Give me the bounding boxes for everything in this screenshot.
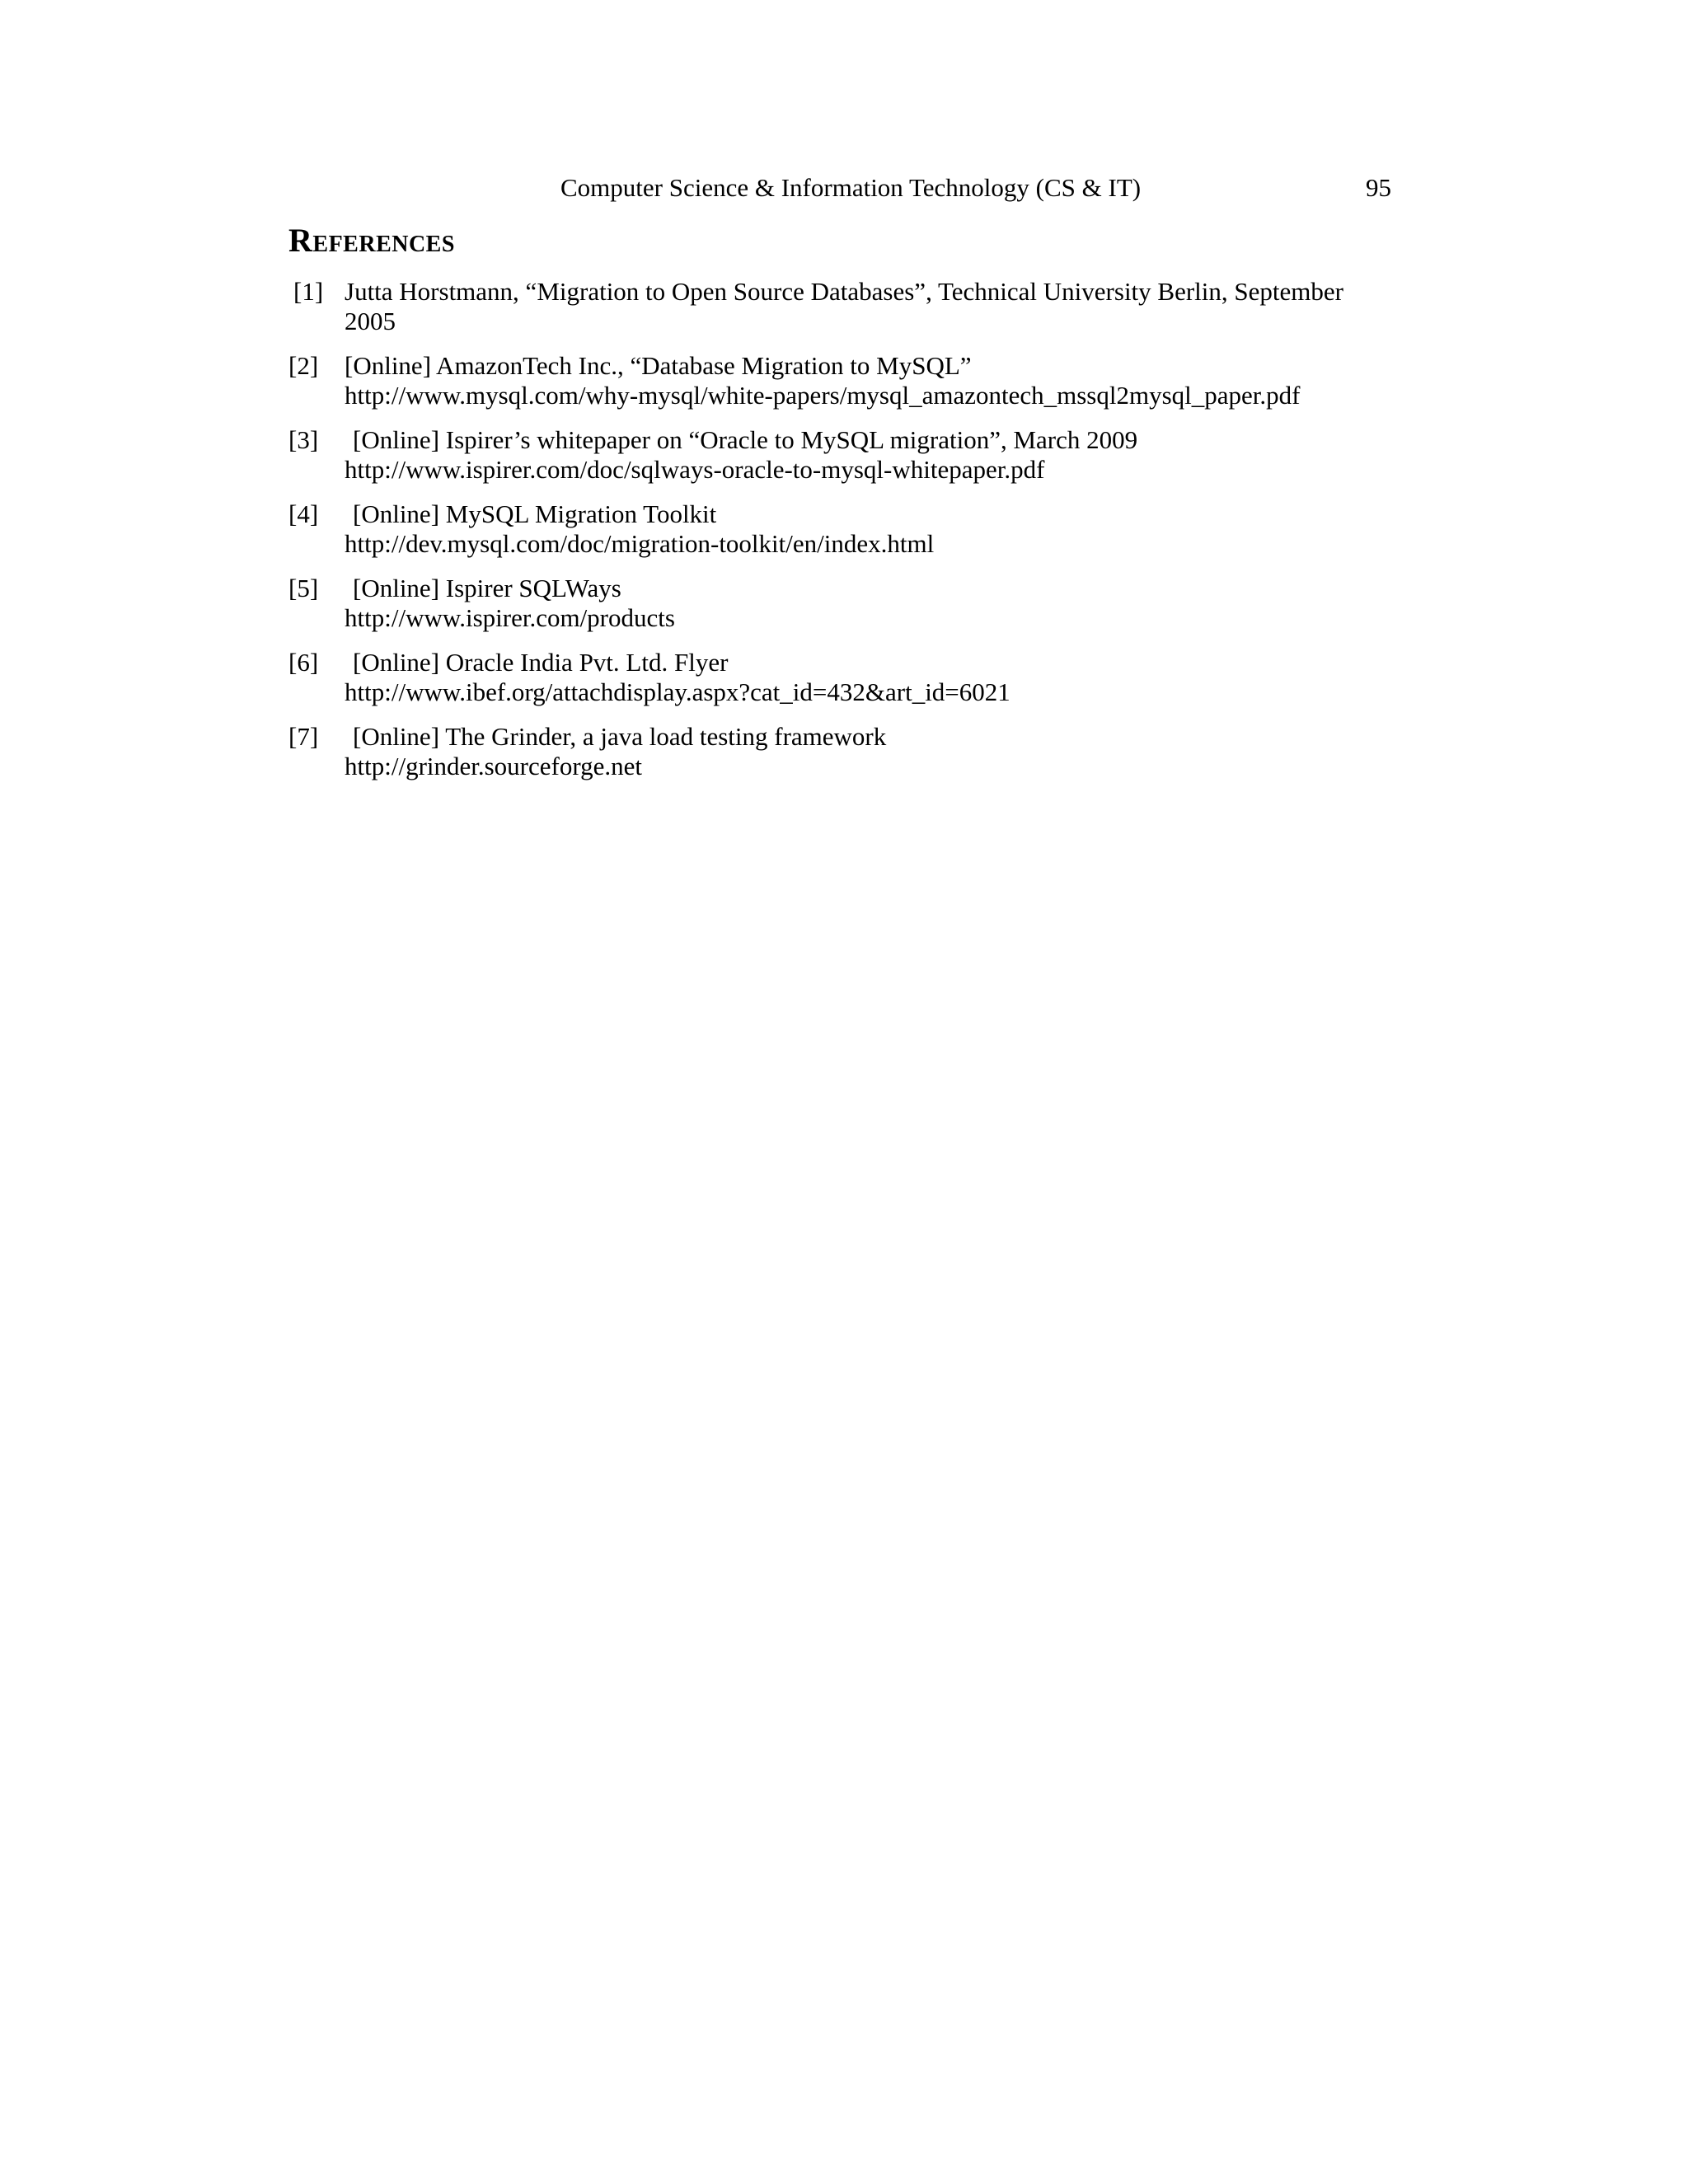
reference-number: [3] (288, 425, 319, 454)
reference-number: [1] (293, 277, 324, 306)
reference-text: Jutta Horstmann, “Migration to Open Source Databases”, Technical University Berlin, September 2005 (345, 277, 1343, 335)
reference-item (288, 499, 1385, 559)
reference-item (288, 425, 1385, 485)
reference-list (288, 277, 1385, 796)
reference-text: [Online] MySQL Migration Toolkit (353, 499, 717, 528)
reference-url[interactable]: http://www.ibef.org/attachdisplay.aspx?cat_id=432&art_id=6021 (345, 677, 1010, 706)
reference-text: [Online] Ispirer’s whitepaper on “Oracle to MySQL migration”, March 2009 (353, 425, 1138, 454)
running-header: Computer Science & Information Technology (CS & IT) (560, 173, 1142, 202)
reference-item (288, 648, 1385, 707)
reference-item (288, 574, 1385, 633)
reference-number: [6] (288, 648, 319, 677)
reference-text: [Online] AmazonTech Inc., “Database Migration to MySQL” (345, 351, 972, 380)
reference-url[interactable]: http://grinder.sourceforge.net (345, 752, 642, 780)
reference-url[interactable]: http://www.ispirer.com/products (345, 603, 675, 632)
reference-text: [Online] Oracle India Pvt. Ltd. Flyer (353, 648, 729, 677)
reference-number: [4] (288, 499, 319, 528)
reference-text: [Online] Ispirer SQLWays (353, 574, 621, 602)
reference-text: [Online] The Grinder, a java load testing framework (353, 722, 887, 751)
reference-url[interactable]: http://dev.mysql.com/doc/migration-toolkit/en/index.html (345, 529, 935, 558)
reference-item (288, 722, 1385, 781)
reference-number: [5] (288, 574, 319, 602)
section-title: References (288, 222, 455, 259)
reference-item (288, 351, 1385, 410)
reference-number: [7] (288, 722, 319, 751)
page-number: 95 (1366, 173, 1391, 202)
reference-number: [2] (288, 351, 319, 380)
reference-url[interactable]: http://www.mysql.com/why-mysql/white-papers/mysql_amazontech_mssql2mysql_paper.pdf (345, 381, 1301, 410)
reference-item (288, 277, 1385, 336)
reference-url[interactable]: http://www.ispirer.com/doc/sqlways-oracle-to-mysql-whitepaper.pdf (345, 455, 1045, 484)
